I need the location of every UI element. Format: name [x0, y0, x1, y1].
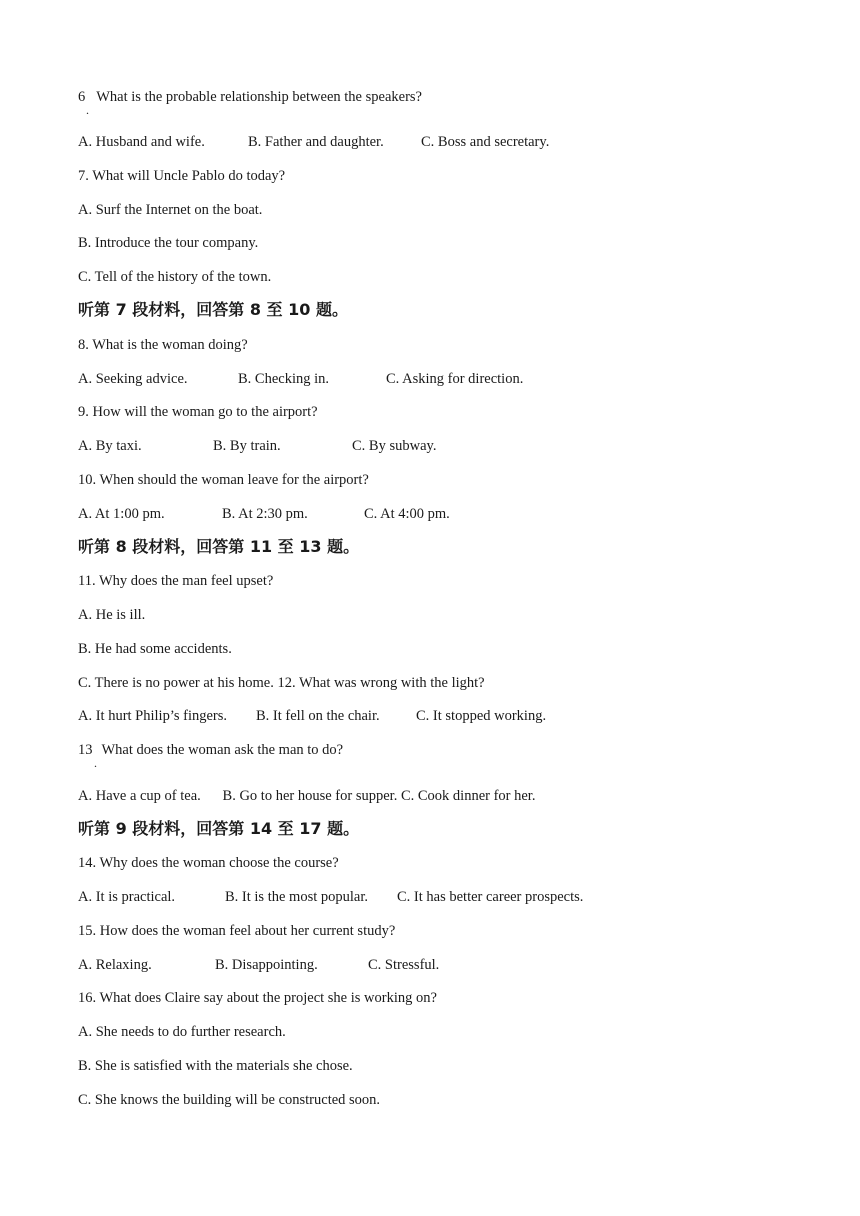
question-13-options: A. Have a cup of tea. B. Go to her house for supper. C. Cook dinner for her. [78, 788, 536, 804]
question-11-option-b: B. He had some accidents. [78, 641, 232, 657]
question-15-options [78, 956, 439, 974]
section-9-heading: 听第 9 段材料，回答第 14 至 17 题。 [78, 819, 360, 838]
question-9-option-b: B. By train. [213, 438, 281, 454]
question-14: 14. Why does the woman choose the course? [78, 855, 339, 871]
question-10-option-a: A. At 1:00 pm. [78, 506, 165, 522]
question-15-option-c: C. Stressful. [368, 957, 440, 973]
stray-dot-mark: . [86, 103, 89, 117]
question-8-options [78, 370, 523, 388]
question-7-option-b: B. Introduce the tour company. [78, 235, 259, 251]
question-6-option-b: B. Father and daughter. [248, 134, 384, 150]
question-10-option-c: C. At 4:00 pm. [364, 506, 450, 522]
question-10-options [78, 505, 450, 523]
question-16: 16. What does Claire say about the project she is working on? [78, 990, 437, 1006]
question-6-option-a: A. Husband and wife. [78, 134, 205, 150]
question-16-option-b: B. She is satisfied with the materials she chose. [78, 1058, 353, 1074]
question-12-option-a: A. It hurt Philip’s fingers. [78, 708, 228, 724]
question-14-option-b: B. It is the most popular. [225, 889, 368, 905]
section-8-heading: 听第 8 段材料，回答第 11 至 13 题。 [78, 537, 360, 556]
question-6-text: What is the probable relationship between the speakers? [96, 89, 422, 105]
question-9-option-c: C. By subway. [352, 438, 437, 454]
question-11-option-a: A. He is ill. [78, 607, 146, 623]
question-14-option-c: C. It has better career prospects. [397, 889, 584, 905]
question-13-number: 13 [78, 742, 93, 758]
question-15-option-b: B. Disappointing. [215, 957, 318, 973]
question-11-option-c-and-question-12: C. There is no power at his home. 12. What was wrong with the light? [78, 675, 485, 691]
question-15-option-a: A. Relaxing. [78, 957, 152, 973]
question-10-option-b: B. At 2:30 pm. [222, 506, 308, 522]
question-9: 9. How will the woman go to the airport? [78, 404, 318, 420]
question-7: 7. What will Uncle Pablo do today? [78, 168, 286, 184]
question-14-options [78, 888, 583, 906]
question-8: 8. What is the woman doing? [78, 337, 248, 353]
question-12-option-c: C. It stopped working. [416, 708, 547, 724]
stray-dot-mark: . [94, 756, 97, 770]
question-7-option-a: A. Surf the Internet on the boat. [78, 202, 263, 218]
question-16-option-c: C. She knows the building will be constructed soon. [78, 1092, 381, 1108]
question-9-option-a: A. By taxi. [78, 438, 142, 454]
question-8-option-b: B. Checking in. [238, 371, 330, 387]
question-13-text: What does the woman ask the man to do? [101, 742, 344, 758]
question-16-option-a: A. She needs to do further research. [78, 1024, 286, 1040]
question-12-options [78, 707, 546, 725]
question-8-option-a: A. Seeking advice. [78, 371, 188, 387]
question-9-options [78, 437, 436, 455]
question-6-number: 6 [78, 89, 86, 105]
question-11: 11. Why does the man feel upset? [78, 573, 274, 589]
question-10: 10. When should the woman leave for the airport? [78, 472, 369, 488]
question-6-options [78, 133, 549, 151]
question-8-option-c: C. Asking for direction. [386, 371, 524, 387]
question-6-option-c: C. Boss and secretary. [421, 134, 550, 150]
question-13 [78, 741, 343, 759]
question-6 [78, 88, 422, 106]
question-15: 15. How does the woman feel about her current study? [78, 923, 396, 939]
question-14-option-a: A. It is practical. [78, 889, 176, 905]
question-12-option-b: B. It fell on the chair. [256, 708, 380, 724]
question-7-option-c: C. Tell of the history of the town. [78, 269, 272, 285]
section-7-heading: 听第 7 段材料，回答第 8 至 10 题。 [78, 300, 348, 319]
